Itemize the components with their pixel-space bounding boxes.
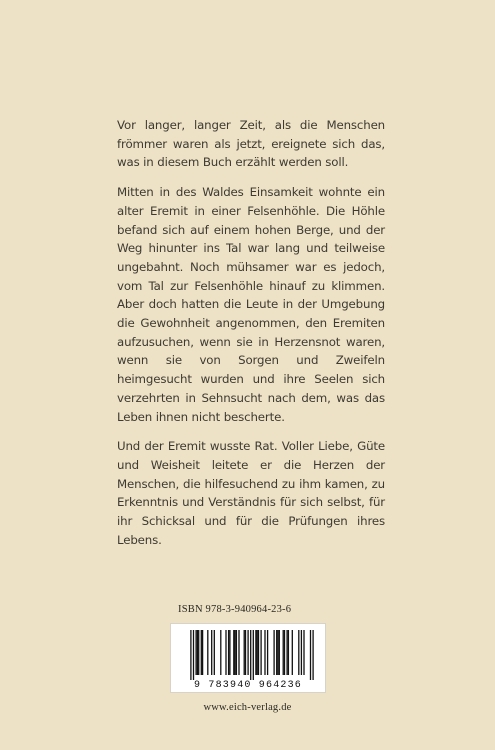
barcode-bar: [260, 630, 261, 675]
barcode-bar: [238, 630, 239, 675]
barcode-bar: [228, 630, 229, 675]
barcode-bar: [276, 630, 277, 675]
barcode-bar: [220, 630, 221, 675]
barcode-bar: [202, 630, 203, 675]
isbn-label: ISBN 978-3-940964-23-6: [178, 604, 292, 615]
barcode-bar: [257, 630, 258, 675]
barcode-bar: [214, 630, 215, 675]
blurb-paragraph-2: Mitten in des Waldes Einsamkeit wohnte ein alter Eremit in einer Felsenhöhle. Die Höhle befand sich auf einem hohen Berge, und der Weg hinunter ins Tal war lang und teilweise ungebahnt. Noch mühsamer war es jedoch, vom Tal zur Felsenhöhle hinauf zu klimmen. Aber doch hatten die Leute in der Umgebung die Gewohnheit angenommen, den Eremiten aufzusuchen, wenn sie in Herzensnot waren, wenn sie von Sorgen und Zweifeln heimgesucht wurden und ihre Seelen sich verzehrten in Sehnsucht nach dem, was das Leben ihnen nicht bescherte.: [117, 185, 385, 424]
barcode-bar: [253, 630, 254, 680]
barcode-bar: [312, 630, 313, 680]
barcode-bar: [244, 630, 245, 675]
barcode-bar: [288, 630, 289, 675]
barcode-digits: 9 783940 964236: [193, 680, 303, 691]
barcode-bar: [267, 630, 268, 675]
barcode-bar: [298, 630, 299, 675]
barcode-bar: [233, 630, 234, 675]
barcode-bar: [284, 630, 285, 675]
barcode-bar: [292, 630, 293, 675]
barcode: [170, 623, 326, 693]
barcode-graphic: [171, 624, 325, 692]
barcode-bar: [193, 630, 194, 680]
barcode-bar: [197, 630, 198, 675]
barcode-bar: [190, 630, 191, 680]
barcode-bar: [234, 630, 235, 675]
barcode-bar: [258, 630, 259, 675]
barcode-bar: [303, 630, 304, 675]
barcode-bar: [301, 630, 302, 675]
barcode-bar: [247, 630, 248, 675]
barcode-bar: [273, 630, 274, 675]
barcode-bar: [264, 630, 265, 675]
barcode-bar: [201, 630, 202, 675]
barcode-bar: [211, 630, 212, 675]
publisher-website: www.eich-verlag.de: [203, 702, 292, 713]
barcode-bar: [198, 630, 199, 675]
barcode-bar: [255, 630, 256, 675]
barcode-bar: [286, 630, 287, 675]
barcode-bar: [310, 630, 311, 680]
blurb-paragraph-1: Vor langer, langer Zeit, als die Menschen frömmer waren als jetzt, ereignete sich das, was in diesem Buch erzählt werden soll.: [117, 118, 385, 170]
barcode-bar: [283, 630, 284, 675]
barcode-bar: [277, 630, 278, 675]
barcode-bar: [225, 630, 226, 675]
barcode-bar: [250, 630, 251, 680]
blurb-paragraph-3: Und der Eremit wusste Rat. Voller Liebe, Güte und Weisheit leitete er die Herzen der Menschen, die hilfesuchend zu ihm kamen, zu Erkenntnis und Verständnis für sich selbst, für ihr Schicksal und für die Prüfungen ihres Lebens.: [117, 439, 385, 547]
barcode-bar: [279, 630, 280, 675]
barcode-bar: [207, 630, 208, 675]
barcode-bar: [229, 630, 230, 675]
back-cover-blurb: [117, 116, 385, 560]
barcode-bar: [236, 630, 237, 675]
barcode-bar: [245, 630, 246, 675]
barcode-bar: [195, 630, 196, 675]
